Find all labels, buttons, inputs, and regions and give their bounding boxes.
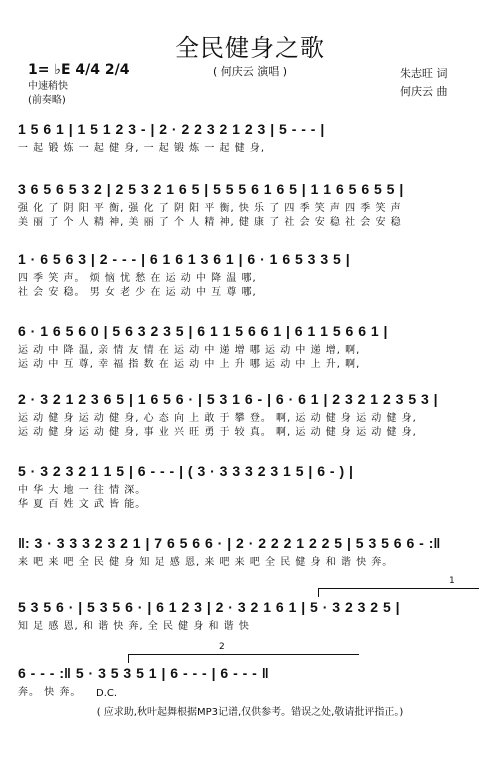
da-capo-marking: D.C. bbox=[96, 688, 118, 699]
notation-line: 1 5 6 1 | 1 5 1 2 3 - | 2 · 2 2 3 2 1 2 3 | 5 - - - | bbox=[18, 121, 325, 137]
singer-credit: ( 何庆云 演唱 ) bbox=[212, 65, 288, 78]
lyric-line-2: 华 夏 百 姓 文 武 皆 能。 bbox=[18, 499, 147, 510]
score-system-2 bbox=[18, 176, 480, 232]
score-system-1 bbox=[18, 116, 480, 156]
lyric-line-1: 来 吧 来 吧 全 民 健 身 知 足 感 恩, 来 吧 来 吧 全 民 健 身 和 谐 快 奔。 bbox=[18, 557, 394, 568]
lyric-line-1: 中 华 大 地 一 往 情 深。 bbox=[18, 485, 147, 496]
score-system-5 bbox=[18, 386, 480, 442]
notation-line: 1 · 6 5 6 3 | 2 - - - | 6 1 6 1 3 6 1 | 6 · 1 6 5 3 3 5 | bbox=[18, 251, 350, 267]
score-system-7 bbox=[18, 530, 480, 570]
score-system-4 bbox=[18, 318, 480, 374]
lyric-line-2: 运 动 中 互 尊, 幸 福 指 数 在 运 动 中 上 升 哪 运 动 中 上 升, 啊, bbox=[18, 359, 361, 370]
footer-note: ( 应求助,秋叶起舞根据MP3记谱,仅供参考。错误之处,敬请批评指正。) bbox=[96, 707, 404, 718]
lyric-line-2: 运 动 健 身 运 动 健 身, 事 业 兴 旺 勇 于 较 真。 啊, 运 动 健 身 运 动 健 身, bbox=[18, 427, 417, 438]
score-system-9 bbox=[18, 642, 480, 700]
lyric-line-1: 四 季 笑 声。 烦 恼 忧 愁 在 运 动 中 降 温 哪, bbox=[18, 273, 257, 284]
lyricist-credit: 朱志旺 词 bbox=[400, 67, 448, 80]
score-system-8 bbox=[18, 576, 480, 634]
lyric-line-1: 强 化 了 阴 阳 平 衡, 强 化 了 阴 阳 平 衡, 快 乐 了 四 季 笑 声 四 季 笑 声 bbox=[18, 203, 402, 214]
lyric-line-1: 奔。 快 奔。 bbox=[18, 687, 82, 698]
key-signature: 1= ♭E 4/4 2/4 bbox=[28, 62, 130, 78]
volta-number: 2 bbox=[219, 642, 225, 652]
notation-line: 5 · 3 2 3 2 1 1 5 | 6 - - - | ( 3 · 3 3 3 2 3 1 5 | 6 - ) | bbox=[18, 463, 353, 479]
notation-line: 5 3 5 6 · | 5 3 5 6 · | 6 1 2 3 | 2 · 3 2 1 6 1 | 5 · 3 2 3 2 5 | bbox=[18, 599, 400, 615]
tempo-marking bbox=[28, 80, 68, 108]
notation-line: 6 - - - :‖ 5 · 3 5 3 5 1 | 6 - - - | 6 - - - ‖ bbox=[18, 665, 269, 681]
notation-line: 3 6 5 6 5 3 2 | 2 5 3 2 1 6 5 | 5 5 5 6 1 6 5 | 1 1 6 5 6 5 5 | bbox=[18, 181, 404, 197]
song-title: 全民健身之歌 bbox=[175, 34, 325, 62]
score-system-3 bbox=[18, 246, 480, 302]
lyric-line-1: 一 起 锻 炼 一 起 健 身, 一 起 锻 炼 一 起 健 身, bbox=[18, 143, 266, 154]
lyric-line-1: 运 动 中 降 温, 亲 情 友 情 在 运 动 中 递 增 哪 运 动 中 递 增, 啊, bbox=[18, 345, 361, 356]
prelude-note: (前奏略) bbox=[28, 95, 66, 106]
lyric-line-2: 社 会 安 稳。 男 女 老 少 在 运 动 中 互 尊 哪, bbox=[18, 287, 257, 298]
score-system-6 bbox=[18, 458, 480, 514]
notation-line: ‖: 3 · 3 3 3 2 3 2 1 | 7 6 5 6 6 · | 2 · 2 2 2 1 2 2 5 | 5 3 5 6 6 - :‖ bbox=[18, 535, 441, 551]
tempo-text: 中速稍快 bbox=[28, 81, 68, 92]
lyric-line-1: 运 动 健 身 运 动 健 身, 心 态 向 上 敢 于 攀 登。 啊, 运 动 健 身 运 动 健 身, bbox=[18, 413, 417, 424]
notation-line: 6 · 1 6 5 6 0 | 5 6 3 2 3 5 | 6 1 1 5 6 6 1 | 6 1 1 5 6 6 1 | bbox=[18, 323, 388, 339]
lyric-line-2: 美 丽 了 个 人 精 神, 美 丽 了 个 人 精 神, 健 康 了 社 会 安 稳 社 会 安 稳 bbox=[18, 217, 402, 228]
lyric-line-1: 知 足 感 恩, 和 谐 快 奔, 全 民 健 身 和 谐 快 bbox=[18, 621, 250, 632]
composer-credit: 何庆云 曲 bbox=[400, 85, 448, 98]
volta-number: 1 bbox=[449, 576, 455, 586]
notation-line: 2 · 3 2 1 2 3 6 5 | 1 6 5 6 · | 5 3 1 6 - | 6 · 6 1 | 2 3 2 1 2 3 5 3 | bbox=[18, 391, 438, 407]
